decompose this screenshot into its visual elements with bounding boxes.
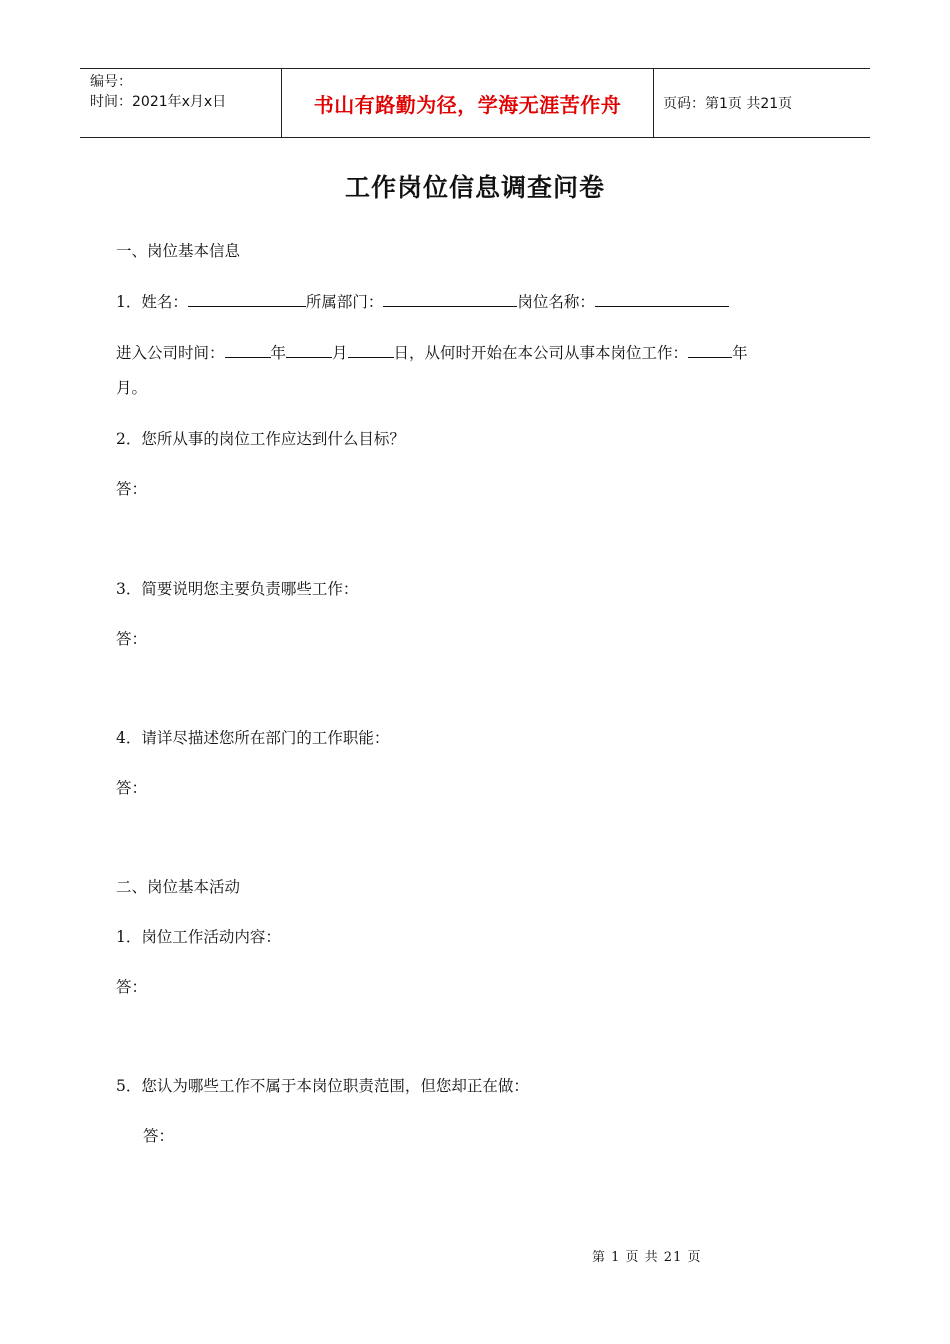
doc-number-label: 编号： bbox=[90, 74, 132, 90]
start-year-blank[interactable] bbox=[688, 341, 732, 358]
page-header bbox=[80, 68, 870, 138]
section2-answer-1[interactable]: 答： bbox=[116, 978, 148, 996]
join-day-blank[interactable] bbox=[348, 341, 394, 358]
document-title: 工作岗位信息调查问卷 bbox=[344, 173, 605, 202]
month-end-text: 月。 bbox=[116, 379, 148, 397]
join-year-blank[interactable] bbox=[225, 341, 271, 358]
year-label: 年 bbox=[270, 344, 287, 362]
question-4: 4．请详尽描述您所在部门的工作职能： bbox=[116, 729, 390, 747]
header-motto: 书山有路勤为径，学海无涯苦作舟 bbox=[281, 69, 654, 137]
answer-3[interactable]: 答： bbox=[116, 630, 148, 648]
position-label: 岗位名称： bbox=[517, 293, 595, 311]
name-blank[interactable] bbox=[188, 290, 306, 307]
department-blank[interactable] bbox=[383, 290, 517, 307]
year2-label: 年 bbox=[732, 344, 748, 362]
month-label: 月 bbox=[332, 344, 348, 362]
doc-time: 时间：2021年x月x日 bbox=[90, 94, 227, 110]
answer-2[interactable]: 答： bbox=[116, 480, 148, 498]
header-meta bbox=[80, 69, 281, 137]
day-and-start-label: 日，从何时开始在本公司从事本岗位工作： bbox=[393, 344, 689, 362]
q1-basic-info-line bbox=[116, 290, 729, 313]
join-month-blank[interactable] bbox=[286, 341, 332, 358]
section2-question-1: 1．岗位工作活动内容： bbox=[116, 928, 281, 946]
department-label: 所属部门： bbox=[305, 293, 384, 311]
answer-4[interactable]: 答： bbox=[116, 779, 148, 797]
answer-5[interactable]: 答： bbox=[143, 1127, 175, 1145]
question-5: 5．您认为哪些工作不属于本岗位职责范围，但您却正在做： bbox=[116, 1077, 529, 1095]
position-blank[interactable] bbox=[595, 290, 729, 307]
section1-heading: 一、岗位基本信息 bbox=[116, 242, 241, 260]
question-2: 2．您所从事的岗位工作应达到什么目标？ bbox=[116, 430, 405, 448]
join-date-label: 进入公司时间： bbox=[116, 344, 225, 362]
question-3: 3．简要说明您主要负责哪些工作： bbox=[116, 580, 359, 598]
name-label: 1．姓名： bbox=[116, 293, 188, 311]
section2-heading: 二、岗位基本活动 bbox=[116, 878, 241, 896]
join-date-line bbox=[116, 341, 748, 364]
page-footer: 第 1 页 共 21 页 bbox=[592, 1250, 702, 1265]
header-page-info: 页码：第1页 共21页 bbox=[663, 96, 793, 112]
